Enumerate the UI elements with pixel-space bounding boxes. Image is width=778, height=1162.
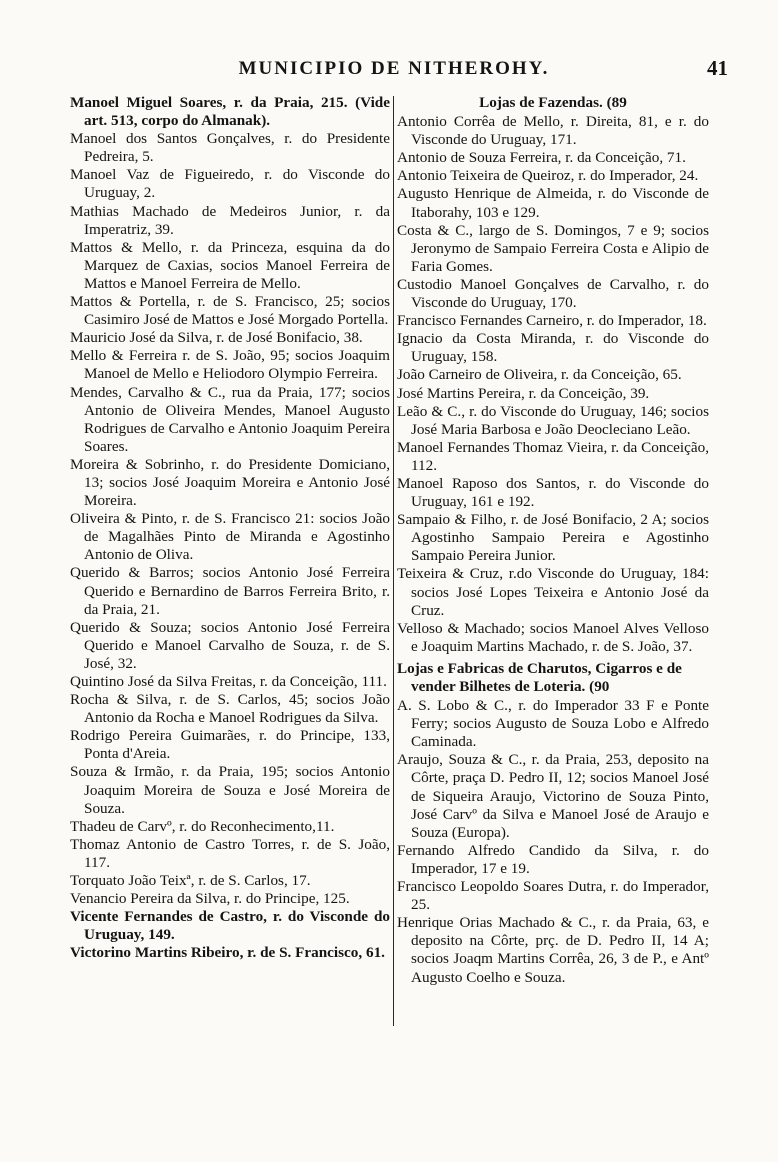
page-number: 41 xyxy=(707,56,728,80)
directory-entry: Araujo, Souza & C., r. da Praia, 253, deposito na Côrte, praça D. Pedro II, 12; socios Manoel José de Siqueira Araujo, Victorino de Souza Pinto, José Carvº da Silva e Manoel José de Araujo e Souza (Europa). xyxy=(397,751,709,841)
page-title: MUNICIPIO DE NITHEROHY. xyxy=(238,58,550,79)
directory-entry: Rodrigo Pereira Guimarães, r. do Principe, 133, Ponta d'Areia. xyxy=(70,727,390,763)
directory-entry: José Martins Pereira, r. da Conceição, 39. xyxy=(397,384,650,402)
right-column xyxy=(397,94,709,987)
section-heading-lojas-fazendas: Lojas de Fazendas. (89 xyxy=(479,94,627,111)
directory-entry: Henrique Orias Machado & C., r. da Praia, 63, e deposito na Côrte, prç. de D. Pedro II, 14 A; socios Joaqm Martins Corrêa, 26, 3 de P., e Antº Augusto Coelho e Souza. xyxy=(397,914,709,986)
directory-entry: Querido & Barros; socios Antonio José Ferreira Querido e Bernardino de Barros Ferreira Brito, r. da Praia, 21. xyxy=(70,564,390,618)
directory-entry: João Carneiro de Oliveira, r. da Conceição, 65. xyxy=(397,366,682,384)
directory-entry: Manoel Vaz de Figueiredo, r. do Visconde do Uruguay, 2. xyxy=(70,166,390,202)
directory-entry: Mathias Machado de Medeiros Junior, r. da Imperatriz, 39. xyxy=(70,202,390,238)
directory-entry: Velloso & Machado; socios Manoel Alves Velloso e Joaquim Martins Machado, r. de S. João, 37. xyxy=(397,619,709,655)
directory-entry: Quintino José da Silva Freitas, r. da Conceição, 111. xyxy=(70,673,387,690)
directory-entry: Victorino Martins Ribeiro, r. de S. Francisco, 61. xyxy=(70,944,385,962)
directory-entry: Ignacio da Costa Miranda, r. do Visconde do Uruguay, 158. xyxy=(397,330,709,366)
directory-entry: Rocha & Silva, r. de S. Carlos, 45; socios João Antonio da Rocha e Manoel Rodrigues da Silva. xyxy=(70,691,390,727)
column-divider xyxy=(393,96,394,1026)
directory-entry: Teixeira & Cruz, r.do Visconde do Uruguay, 184: socios José Lopes Teixeira e Antonio José da Cruz. xyxy=(397,565,709,619)
directory-entry: A. S. Lobo & C., r. do Imperador 33 F e Ponte Ferry; socios Augusto de Souza Lobo e Alfredo Caminada. xyxy=(397,697,709,751)
directory-entry: Custodio Manoel Gonçalves de Carvalho, r. do Visconde do Uruguay, 170. xyxy=(397,275,709,312)
directory-entry: Fernando Alfredo Candido da Silva, r. do Imperador, 17 e 19. xyxy=(397,841,709,877)
section-heading-lojas-charutos: Lojas e Fabricas de Charutos, Cigarros e de vender Bilhetes de Loteria. (90 xyxy=(397,659,682,695)
directory-entry: Sampaio & Filho, r. de José Bonifacio, 2 A; socios Agostinho Sampaio Pereira e Agostinho Sampaio Pereira Junior. xyxy=(397,511,709,565)
directory-entry: Antonio de Souza Ferreira, r. da Conceição, 71. xyxy=(397,149,686,167)
directory-entry: Costa & C., largo de S. Domingos, 7 e 9; socios Jeronymo de Sampaio Ferreira Costa e Alipio de Faria Gomes. xyxy=(397,221,709,275)
directory-entry: Francisco Fernandes Carneiro, r. do Imperador, 18. xyxy=(397,312,707,330)
directory-entry: Mello & Ferreira r. de S. João, 95; socios Joaquim Manoel de Mello e Heliodoro Olympio Ferreira. xyxy=(70,347,390,383)
directory-entry: Mattos & Portella, r. de S. Francisco, 25; socios Casimiro José de Mattos e José Morgado Portella. xyxy=(70,293,390,329)
directory-entry: Augusto Henrique de Almeida, r. do Visconde de Itaborahy, 103 e 129. xyxy=(397,185,709,221)
directory-entry: Souza & Irmão, r. da Praia, 195; socios Antonio Joaquim Moreira de Souza e José Moreira de Souza. xyxy=(70,763,390,817)
directory-entry: Antonio Teixeira de Queiroz, r. do Imperador, 24. xyxy=(397,167,699,185)
directory-entry: Oliveira & Pinto, r. de S. Francisco 21: socios João de Magalhães Pinto de Miranda e Agostinho Antonio de Oliva. xyxy=(70,510,390,564)
directory-entry: Torquato João Teixª, r. de S. Carlos, 17. xyxy=(70,872,311,890)
directory-entry: Manoel Raposo dos Santos, r. do Visconde do Uruguay, 161 e 192. xyxy=(397,474,709,511)
directory-entry: Querido & Souza; socios Antonio José Ferreira Querido e Manoel Carvalho de Souza, r. de S. José, 32. xyxy=(70,618,390,672)
directory-entry: Leão & C., r. do Visconde do Uruguay, 146; socios José Maria Barbosa e João Deocleciano Leão. xyxy=(397,402,709,438)
directory-entry: Moreira & Sobrinho, r. do Presidente Domiciano, 13; socios José Joaquim Moreira e Antonio José Moreira. xyxy=(70,455,390,510)
directory-entry: Francisco Leopoldo Soares Dutra, r. do Imperador, 25. xyxy=(397,878,709,914)
directory-entry: Mattos & Mello, r. da Princeza, esquina da do Marquez de Caxias, socios Manoel Ferreira de Mattos e Manoel Ferreira de Mello. xyxy=(70,238,390,292)
directory-entry: Thomaz Antonio de Castro Torres, r. de S. João, 117. xyxy=(70,835,390,871)
directory-entry: Mendes, Carvalho & C., rua da Praia, 177; socios Antonio de Oliveira Mendes, Manoel Augusto Rodrigues de Carvalho e Antonio Joaquim Pereira Soares. xyxy=(70,383,390,455)
directory-entry: Venancio Pereira da Silva, r. do Principe, 125. xyxy=(70,890,350,908)
directory-entry: Vicente Fernandes de Castro, r. do Visconde do Uruguay, 149. xyxy=(70,908,390,944)
page-header xyxy=(60,58,728,88)
directory-entry: Thadeu de Carvº, r. do Reconhecimento,11. xyxy=(70,817,335,835)
directory-entry: Manoel Fernandes Thomaz Vieira, r. da Conceição, 112. xyxy=(397,438,709,474)
directory-entry: Manoel Miguel Soares, r. da Praia, 215. (Vide art. 513, corpo do Almanak). xyxy=(70,94,390,130)
directory-entry: Manoel dos Santos Gonçalves, r. do Presidente Pedreira, 5. xyxy=(70,130,390,166)
directory-entry: Antonio Corrêa de Mello, r. Direita, 81, e r. do Visconde do Uruguay, 171. xyxy=(397,113,709,149)
left-column xyxy=(70,94,390,963)
directory-entry: Mauricio José da Silva, r. de José Bonifacio, 38. xyxy=(70,329,363,347)
